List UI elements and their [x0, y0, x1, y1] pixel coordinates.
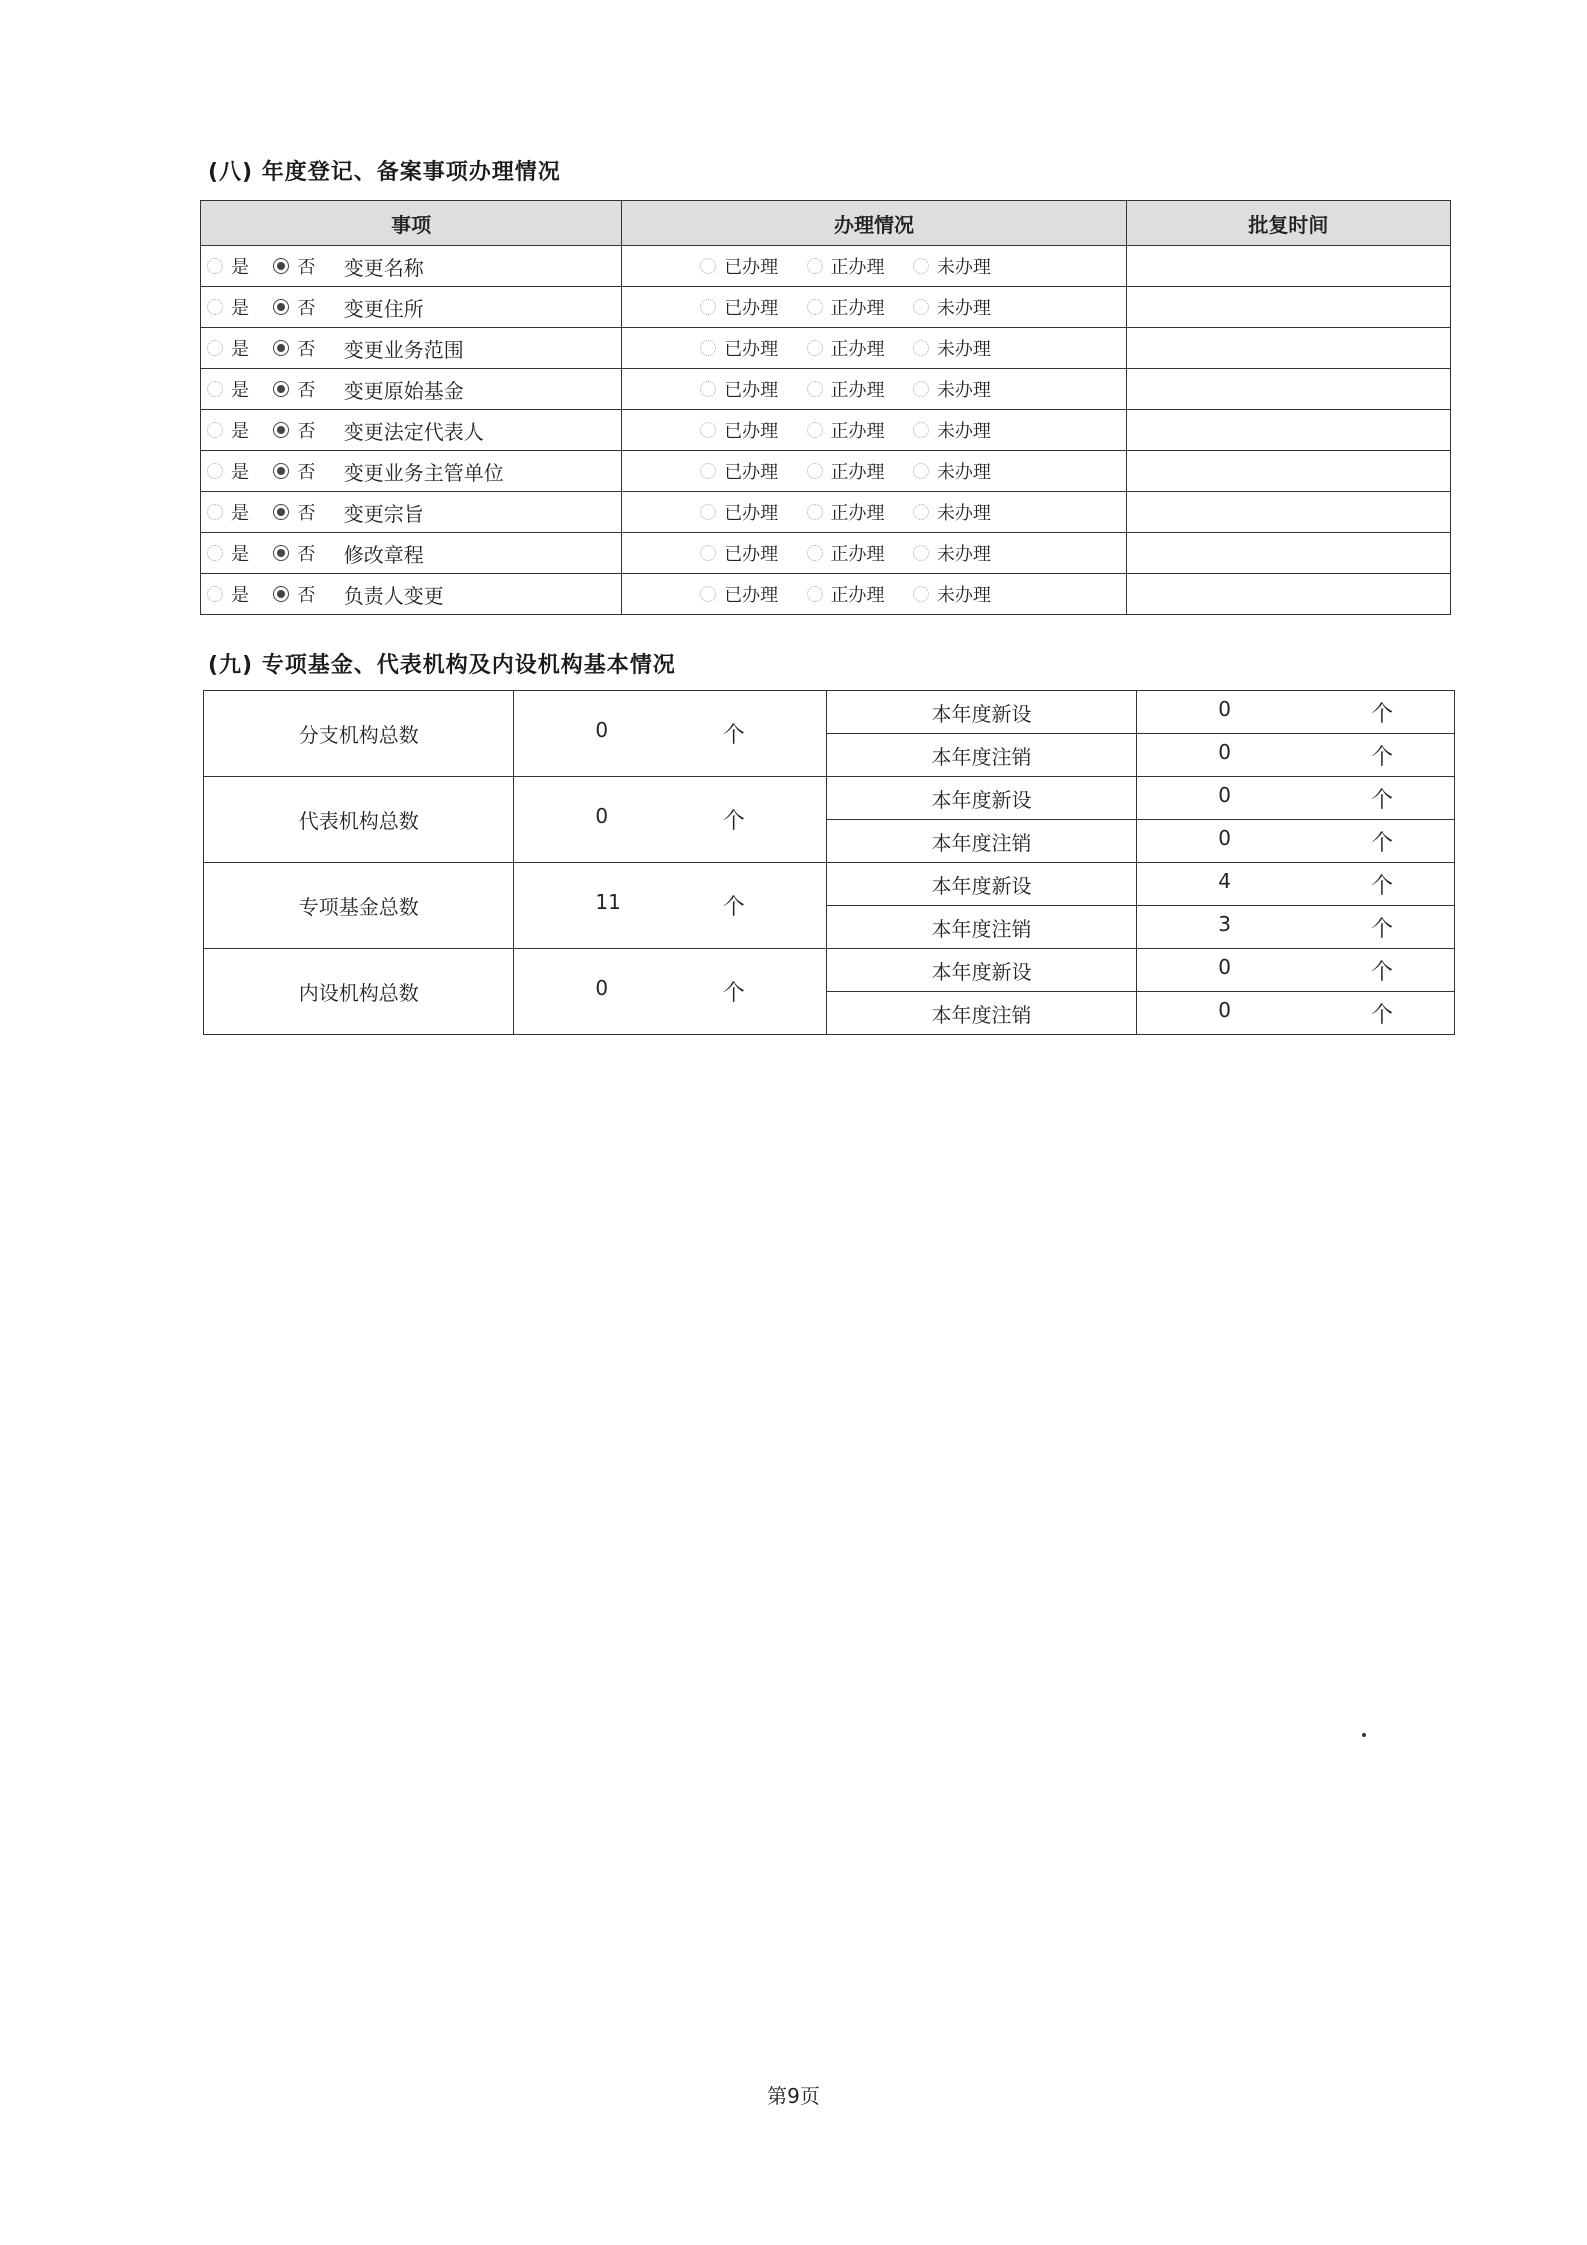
approval-time-cell[interactable] [1126, 369, 1450, 410]
cancel-cell [1137, 820, 1455, 863]
status-in-progress-label: 正办理 [830, 544, 885, 566]
yes-radio[interactable] [207, 381, 223, 397]
status-done-label: 已办理 [724, 257, 779, 279]
status-done-radio[interactable] [700, 586, 716, 602]
new-value: 0 [1218, 782, 1231, 807]
cancel-value: 0 [1218, 739, 1231, 764]
table-row [201, 410, 1451, 451]
unit-label: 个 [1370, 701, 1393, 727]
status-not-done-label: 未办理 [936, 544, 991, 566]
yes-label: 是 [231, 462, 249, 483]
no-label: 否 [297, 421, 316, 442]
unit-label: 个 [722, 723, 745, 748]
item-cell [201, 287, 622, 328]
yes-radio[interactable] [207, 504, 223, 520]
institutions-table [203, 690, 1455, 1035]
approval-time-cell[interactable] [1126, 492, 1450, 533]
no-radio[interactable] [273, 586, 289, 602]
category-name: 内设机构总数 [204, 949, 514, 1035]
new-label: 本年度新设 [826, 691, 1136, 734]
no-label: 否 [297, 339, 316, 360]
approval-time-cell[interactable] [1126, 533, 1450, 574]
status-not-done-label: 未办理 [936, 585, 991, 607]
status-not-done-radio[interactable] [913, 545, 929, 561]
page-number: 第9页 [767, 2084, 820, 2108]
no-radio[interactable] [273, 504, 289, 520]
status-in-progress-radio[interactable] [807, 545, 823, 561]
registration-matters-table [200, 200, 1451, 615]
yes-radio[interactable] [207, 586, 223, 602]
category-name: 分支机构总数 [204, 691, 514, 777]
yes-radio[interactable] [207, 463, 223, 479]
status-done-radio[interactable] [700, 340, 716, 356]
approval-time-cell[interactable] [1126, 574, 1450, 615]
unit-label: 个 [1370, 787, 1393, 813]
item-cell [201, 246, 622, 287]
cancel-cell [1137, 906, 1455, 949]
status-cell [622, 287, 1127, 328]
status-in-progress-radio[interactable] [807, 381, 823, 397]
table-row [201, 246, 1451, 287]
status-not-done-radio[interactable] [913, 586, 929, 602]
status-in-progress-label: 正办理 [830, 503, 885, 525]
new-label: 本年度新设 [826, 777, 1136, 820]
unit-label: 个 [722, 809, 745, 834]
new-label: 本年度新设 [826, 949, 1136, 992]
item-name: 变更名称 [343, 255, 424, 280]
total-cell [514, 863, 826, 949]
table-row [201, 287, 1451, 328]
item-name: 变更业务主管单位 [343, 460, 504, 485]
yes-label: 是 [231, 503, 249, 524]
status-done-radio[interactable] [700, 504, 716, 520]
no-label: 否 [297, 257, 316, 278]
new-value: 0 [1218, 954, 1231, 979]
item-name: 负责人变更 [343, 583, 444, 608]
no-radio[interactable] [273, 422, 289, 438]
yes-radio[interactable] [207, 340, 223, 356]
item-cell [201, 574, 622, 615]
cancel-value: 0 [1218, 825, 1231, 850]
section-9-title: (九) 专项基金、代表机构及内设机构基本情况 [208, 653, 676, 678]
no-label: 否 [297, 503, 316, 524]
header-approval-time: 批复时间 [1126, 201, 1450, 246]
yes-radio[interactable] [207, 299, 223, 315]
status-in-progress-label: 正办理 [830, 339, 885, 361]
status-not-done-radio[interactable] [913, 258, 929, 274]
total-value: 11 [595, 890, 621, 914]
no-radio[interactable] [273, 381, 289, 397]
table-row [201, 369, 1451, 410]
status-in-progress-label: 正办理 [830, 585, 885, 607]
cancel-label: 本年度注销 [826, 734, 1136, 777]
yes-radio[interactable] [207, 422, 223, 438]
header-status: 办理情况 [622, 201, 1127, 246]
status-not-done-label: 未办理 [936, 298, 991, 320]
status-in-progress-radio[interactable] [807, 258, 823, 274]
no-label: 否 [297, 380, 316, 401]
status-in-progress-label: 正办理 [830, 462, 885, 484]
unit-label: 个 [1370, 959, 1393, 985]
status-not-done-label: 未办理 [936, 257, 991, 279]
status-done-radio[interactable] [700, 258, 716, 274]
no-label: 否 [297, 544, 316, 565]
unit-label: 个 [1370, 744, 1393, 770]
status-done-label: 已办理 [724, 462, 779, 484]
status-cell [622, 533, 1127, 574]
status-not-done-label: 未办理 [936, 462, 991, 484]
status-cell [622, 451, 1127, 492]
new-value: 0 [1218, 696, 1231, 721]
status-cell [622, 410, 1127, 451]
item-cell [201, 328, 622, 369]
status-in-progress-label: 正办理 [830, 380, 885, 402]
cancel-cell [1137, 734, 1455, 777]
table-row [201, 492, 1451, 533]
no-radio[interactable] [273, 258, 289, 274]
item-name: 变更宗旨 [343, 501, 424, 526]
yes-label: 是 [231, 421, 249, 442]
item-cell [201, 369, 622, 410]
section-8-title: (八) 年度登记、备案事项办理情况 [208, 160, 561, 185]
table-row [204, 691, 1455, 734]
total-value: 0 [595, 804, 609, 828]
total-value: 0 [595, 718, 609, 742]
status-cell [622, 574, 1127, 615]
status-done-radio[interactable] [700, 463, 716, 479]
new-value: 4 [1218, 868, 1231, 893]
cancel-cell [1137, 992, 1455, 1035]
total-cell [514, 777, 826, 863]
table-row [201, 451, 1451, 492]
table-row [204, 777, 1455, 820]
status-not-done-label: 未办理 [936, 503, 991, 525]
yes-label: 是 [231, 257, 249, 278]
item-name: 变更住所 [343, 296, 424, 321]
approval-time-cell[interactable] [1126, 451, 1450, 492]
new-cell [1137, 691, 1455, 734]
yes-radio[interactable] [207, 258, 223, 274]
status-in-progress-radio[interactable] [807, 422, 823, 438]
status-in-progress-label: 正办理 [830, 257, 885, 279]
status-done-radio[interactable] [700, 299, 716, 315]
item-name: 修改章程 [343, 542, 424, 567]
status-done-label: 已办理 [724, 298, 779, 320]
yes-radio[interactable] [207, 545, 223, 561]
yes-label: 是 [231, 380, 249, 401]
no-radio[interactable] [273, 545, 289, 561]
status-in-progress-radio[interactable] [807, 463, 823, 479]
status-done-label: 已办理 [724, 421, 779, 443]
item-name: 变更业务范围 [343, 337, 464, 362]
no-label: 否 [297, 298, 316, 319]
yes-label: 是 [231, 339, 249, 360]
yes-label: 是 [231, 585, 249, 606]
approval-time-cell[interactable] [1126, 410, 1450, 451]
unit-label: 个 [1370, 916, 1393, 942]
total-value: 0 [595, 976, 609, 1000]
status-done-label: 已办理 [724, 544, 779, 566]
status-in-progress-radio[interactable] [807, 340, 823, 356]
scan-speck [1362, 1733, 1366, 1737]
table-header-row [201, 201, 1451, 246]
cancel-value: 3 [1218, 911, 1231, 936]
table-row [201, 574, 1451, 615]
cancel-label: 本年度注销 [826, 992, 1136, 1035]
status-not-done-radio[interactable] [913, 299, 929, 315]
unit-label: 个 [1370, 1002, 1393, 1028]
no-radio[interactable] [273, 340, 289, 356]
new-label: 本年度新设 [826, 863, 1136, 906]
status-in-progress-radio[interactable] [807, 586, 823, 602]
table-row [201, 533, 1451, 574]
total-cell [514, 691, 826, 777]
status-in-progress-label: 正办理 [830, 298, 885, 320]
item-cell [201, 533, 622, 574]
status-done-radio[interactable] [700, 545, 716, 561]
status-done-radio[interactable] [700, 381, 716, 397]
status-cell [622, 369, 1127, 410]
status-not-done-radio[interactable] [913, 504, 929, 520]
status-in-progress-label: 正办理 [830, 421, 885, 443]
status-not-done-radio[interactable] [913, 463, 929, 479]
yes-label: 是 [231, 544, 249, 565]
status-done-label: 已办理 [724, 585, 779, 607]
status-not-done-radio[interactable] [913, 340, 929, 356]
cancel-value: 0 [1218, 997, 1231, 1022]
status-cell [622, 492, 1127, 533]
approval-time-cell[interactable] [1126, 246, 1450, 287]
cancel-label: 本年度注销 [826, 820, 1136, 863]
status-done-radio[interactable] [700, 422, 716, 438]
total-cell [514, 949, 826, 1035]
category-name: 代表机构总数 [204, 777, 514, 863]
approval-time-cell[interactable] [1126, 287, 1450, 328]
status-done-label: 已办理 [724, 503, 779, 525]
approval-time-cell[interactable] [1126, 328, 1450, 369]
new-cell [1137, 949, 1455, 992]
status-cell [622, 328, 1127, 369]
category-name: 专项基金总数 [204, 863, 514, 949]
table-row [204, 949, 1455, 992]
item-cell [201, 492, 622, 533]
unit-label: 个 [722, 981, 745, 1006]
item-name: 变更法定代表人 [343, 419, 484, 444]
status-not-done-label: 未办理 [936, 339, 991, 361]
status-in-progress-radio[interactable] [807, 299, 823, 315]
item-cell [201, 451, 622, 492]
cancel-label: 本年度注销 [826, 906, 1136, 949]
status-done-label: 已办理 [724, 339, 779, 361]
status-cell [622, 246, 1127, 287]
unit-label: 个 [1370, 830, 1393, 856]
new-cell [1137, 863, 1455, 906]
yes-label: 是 [231, 298, 249, 319]
unit-label: 个 [1370, 873, 1393, 899]
status-done-label: 已办理 [724, 380, 779, 402]
status-not-done-radio[interactable] [913, 422, 929, 438]
no-label: 否 [297, 462, 316, 483]
status-not-done-label: 未办理 [936, 421, 991, 443]
status-in-progress-radio[interactable] [807, 504, 823, 520]
table-row [204, 863, 1455, 906]
new-cell [1137, 777, 1455, 820]
no-label: 否 [297, 585, 316, 606]
item-name: 变更原始基金 [343, 378, 464, 403]
header-item: 事项 [201, 201, 622, 246]
table-row [201, 328, 1451, 369]
no-radio[interactable] [273, 463, 289, 479]
unit-label: 个 [722, 895, 745, 920]
status-not-done-radio[interactable] [913, 381, 929, 397]
status-not-done-label: 未办理 [936, 380, 991, 402]
no-radio[interactable] [273, 299, 289, 315]
item-cell [201, 410, 622, 451]
